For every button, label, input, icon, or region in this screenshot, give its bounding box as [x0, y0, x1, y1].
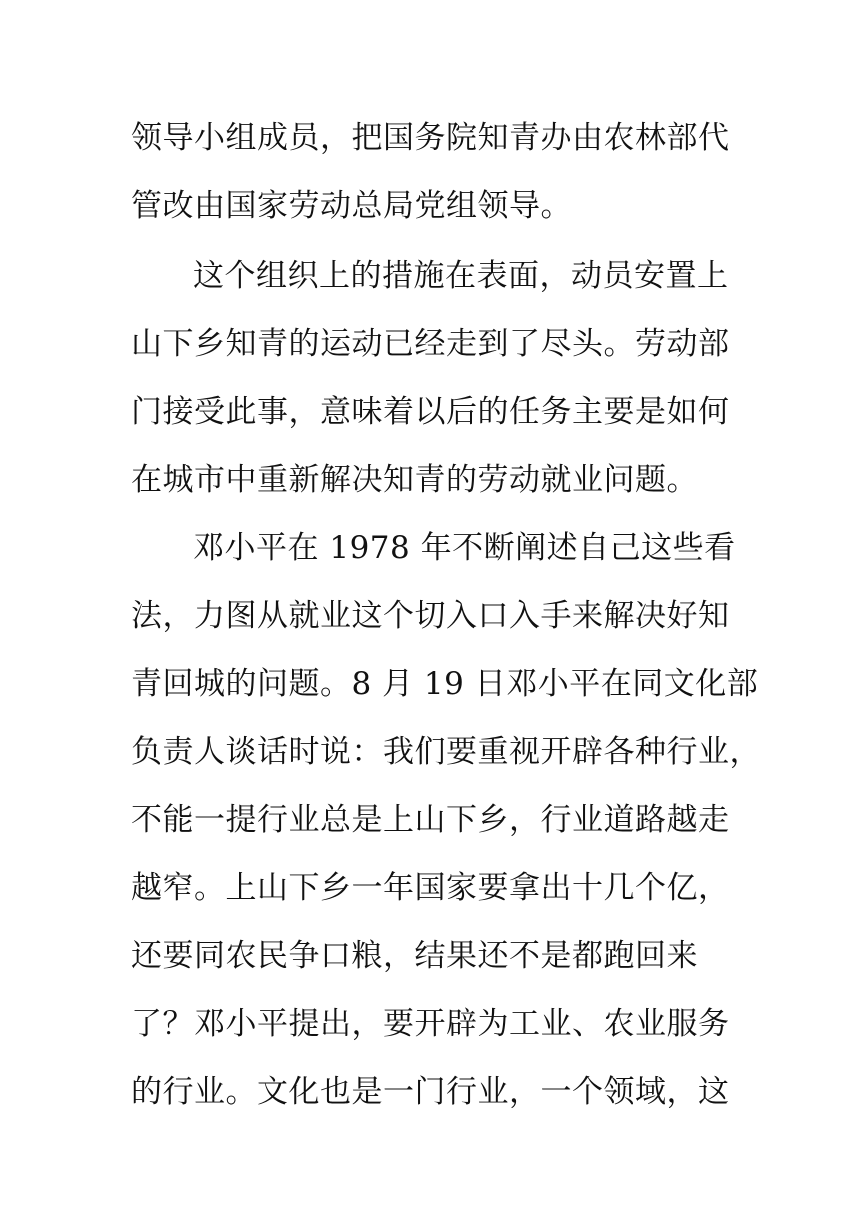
text-line: 了？邓小平提出，要开辟为工业、农业服务 — [131, 1006, 730, 1042]
text-line: 负责人谈话时说：我们要重视开辟各种行业， — [131, 734, 761, 770]
text-line: 领导小组成员，把国务院知青办由农林部代 — [131, 120, 730, 156]
text-line: 越窄。上山下乡一年国家要拿出十几个亿， — [131, 870, 730, 906]
text-line: 的行业。文化也是一门行业，一个领域，这 — [131, 1074, 730, 1110]
paragraph-start-line: 邓小平在 1978 年不断阐述自己这些看 — [193, 530, 736, 566]
text-line: 法，力图从就业这个切入口入手来解决好知 — [131, 598, 730, 634]
text-line: 还要同农民争口粮，结果还不是都跑回来 — [131, 938, 698, 974]
text-line: 不能一提行业总是上山下乡，行业道路越走 — [131, 802, 730, 838]
text-line: 管改由国家劳动总局党组领导。 — [131, 188, 572, 224]
text-line: 在城市中重新解决知青的劳动就业问题。 — [131, 462, 698, 498]
text-line: 门接受此事，意味着以后的任务主要是如何 — [131, 394, 730, 430]
paragraph-start-line: 这个组织上的措施在表面，动员安置上 — [193, 258, 729, 294]
text-line: 青回城的问题。8 月 19 日邓小平在同文化部 — [131, 666, 759, 702]
text-line: 山下乡知青的运动已经走到了尽头。劳动部 — [131, 326, 730, 362]
